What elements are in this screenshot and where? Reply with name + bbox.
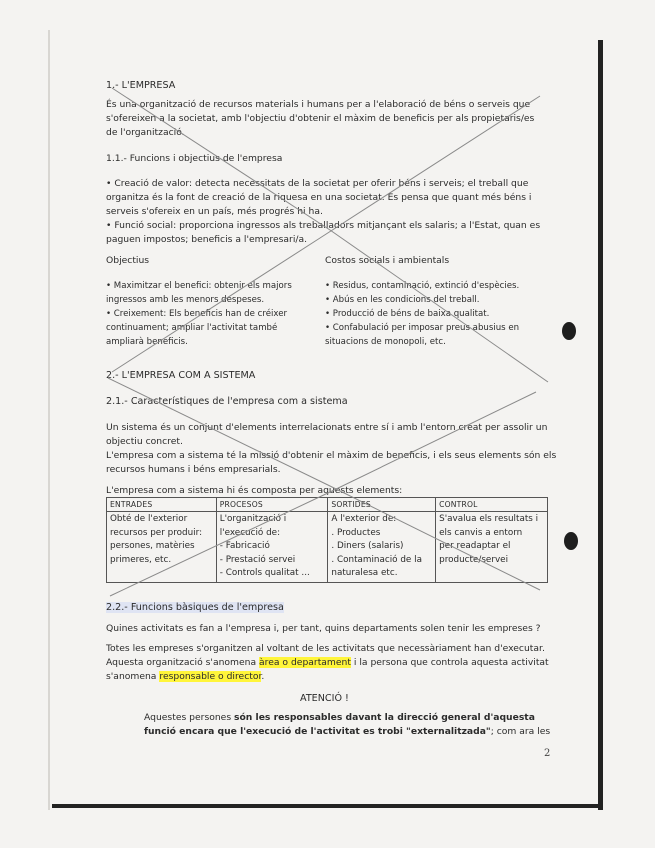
cell-line: l'execució de: (219, 527, 281, 538)
functions-line-2: organitza és la font de creació de la riquesa en una societat. Es pensa que quant més béns i (106, 192, 532, 203)
objectives-line-5: ampliarà beneficis. (106, 337, 188, 347)
page-bottom-edge-shadow (52, 804, 603, 808)
highlight-area-departament: àrea o departament (259, 657, 351, 668)
cell-line: per readaptar el (439, 541, 511, 552)
costs-line-4: • Confabulació per imposar preus abusius en (325, 323, 520, 333)
functions-line-4: • Funció social: proporciona ingressos als treballadors mitjançant els salaris; a l'Estat, quan es (106, 220, 541, 231)
punch-hole-bottom (564, 532, 578, 550)
cell-line: - Controls qualitat ... (219, 568, 310, 579)
table-header-sortides: SORTIDES (328, 498, 436, 512)
organization-line-3 (106, 670, 264, 684)
objectives-line-3: • Creixement: Els beneficis han de créixer (106, 309, 288, 319)
organization-line-1: Totes les empreses s'organitzen al voltant de les activitats que necessàriament han d'executar. (106, 643, 545, 654)
cell-line: persones, matèries (110, 541, 195, 552)
table-header-entrades: ENTRADES (107, 498, 217, 512)
organization-line-3-post: . (261, 671, 265, 682)
cell-line: . Contaminació de la (331, 554, 422, 565)
costs-heading: Costos socials i ambientals (325, 255, 450, 266)
cell-line: . Diners (salaris) (331, 541, 404, 552)
intro-line-2: s'ofereixen a la societat, amb l'objectiu d'obtenir el màxim de beneficis per als propietaris/es (106, 113, 535, 124)
section2-title: 2.- L'EMPRESA COM A SISTEMA (106, 370, 256, 381)
costs-line-5: situacions de monopoli, etc. (325, 337, 446, 347)
functions-line-1: • Creació de valor: detecta necessitats de la societat per oferir béns i serveis; el treball que (106, 178, 529, 189)
table-cell-control (436, 512, 548, 583)
cell-line: naturalesa etc. (331, 568, 398, 579)
table-header-procesos: PROCESOS (216, 498, 328, 512)
subsection-2-1-title: 2.1.- Característiques de l'empresa com a sistema (106, 396, 348, 407)
cell-line: recursos per produir: (110, 527, 203, 538)
final-line-1 (144, 711, 535, 725)
final-line-2-post: ; com ara les (490, 726, 551, 737)
objectives-line-1: • Maximitzar el benefici: obtenir els majors (106, 281, 292, 291)
table-intro: L'empresa com a sistema hi és composta per aquests elements: (106, 485, 403, 496)
cell-line: - Fabricació (219, 541, 270, 552)
table-cell-procesos (216, 512, 328, 583)
cell-line: . Productes (331, 527, 381, 538)
costs-line-1: • Residus, contaminació, extinció d'espècies. (325, 281, 520, 291)
system-elements-table (106, 497, 548, 583)
system-line-3: L'empresa com a sistema té la missió d'obtenir el màxim de beneficis, i els seus elements són els (106, 450, 557, 461)
organization-line-3-pre: s'anomena (106, 671, 160, 682)
cell-line: - Prestació servei (219, 554, 296, 565)
table-cell-sortides (328, 512, 436, 583)
objectives-line-4: continuament; ampliar l'activitat també (106, 323, 278, 333)
final-line-2 (144, 725, 550, 739)
section1-title: 1.- L'EMPRESA (106, 80, 176, 91)
punch-hole-top (562, 322, 576, 340)
functions-line-3: serveis s'ofereix en un país, més progrés hi ha. (106, 206, 323, 217)
cell-line: L'organització i (219, 514, 287, 524)
page-number: 2 (544, 748, 551, 759)
cell-line: A l'exterior de: (331, 514, 397, 524)
intro-line-3: de l'organització. (106, 127, 185, 138)
attention-heading: ATENCIÓ ! (300, 693, 349, 704)
objectives-line-2: ingressos amb les menors despeses. (106, 295, 265, 305)
final-line-1-bold: són les responsables davant la direcció general d'aquesta (234, 712, 535, 723)
page-right-edge-shadow (598, 40, 603, 810)
organization-line-2 (106, 656, 549, 670)
table-header-control: CONTROL (436, 498, 548, 512)
subsection-2-2-title (106, 601, 284, 615)
cell-line: producte/servei (439, 554, 509, 565)
cell-line: S'avalua els resultats i (439, 514, 539, 524)
final-line-2-bold: funció encara que l'execució de l'activitat es trobi "externalitzada" (144, 726, 491, 737)
organization-line-2-post: i la persona que controla aquesta activitat (350, 657, 549, 668)
costs-line-2: • Abús en les condicions del treball. (325, 295, 480, 305)
cell-line: Obté de l'exterior (110, 514, 188, 524)
objectives-heading: Objectius (106, 255, 150, 266)
cell-line: els canvis a entorn (439, 527, 523, 538)
table-cell-entrades (107, 512, 217, 583)
table-row (107, 512, 548, 583)
question-line: Quines activitats es fan a l'empresa i, per tant, quins departaments solen tenir les empreses ? (106, 623, 541, 634)
page-left-edge (48, 30, 50, 810)
intro-line-1: És una organització de recursos materials i humans per a l'elaboració de béns o serveis que (106, 99, 531, 110)
cell-line: primeres, etc. (110, 554, 172, 565)
system-line-4: recursos humans i béns empresarials. (106, 464, 281, 475)
functions-line-5: paguen impostos; beneficis a l'empresari/a. (106, 234, 308, 245)
final-line-1-pre: Aquestes persones (144, 712, 235, 723)
organization-line-2-pre: Aquesta organització s'anomena (106, 657, 260, 668)
system-line-2: objectiu concret. (106, 436, 183, 447)
costs-line-3: • Producció de béns de baixa qualitat. (325, 309, 490, 319)
highlight-responsable-director: responsable o director (159, 671, 262, 682)
table-header-row (107, 498, 548, 512)
subsection-2-2-highlight: 2.2.- Funcions bàsiques de l'empresa (106, 602, 284, 613)
system-line-1: Un sistema és un conjunt d'elements interrelacionats entre sí i amb l'entorn creat per assolir un (106, 422, 548, 433)
subsection-1-1-title: 1.1.- Funcions i objectius de l'empresa (106, 153, 283, 164)
